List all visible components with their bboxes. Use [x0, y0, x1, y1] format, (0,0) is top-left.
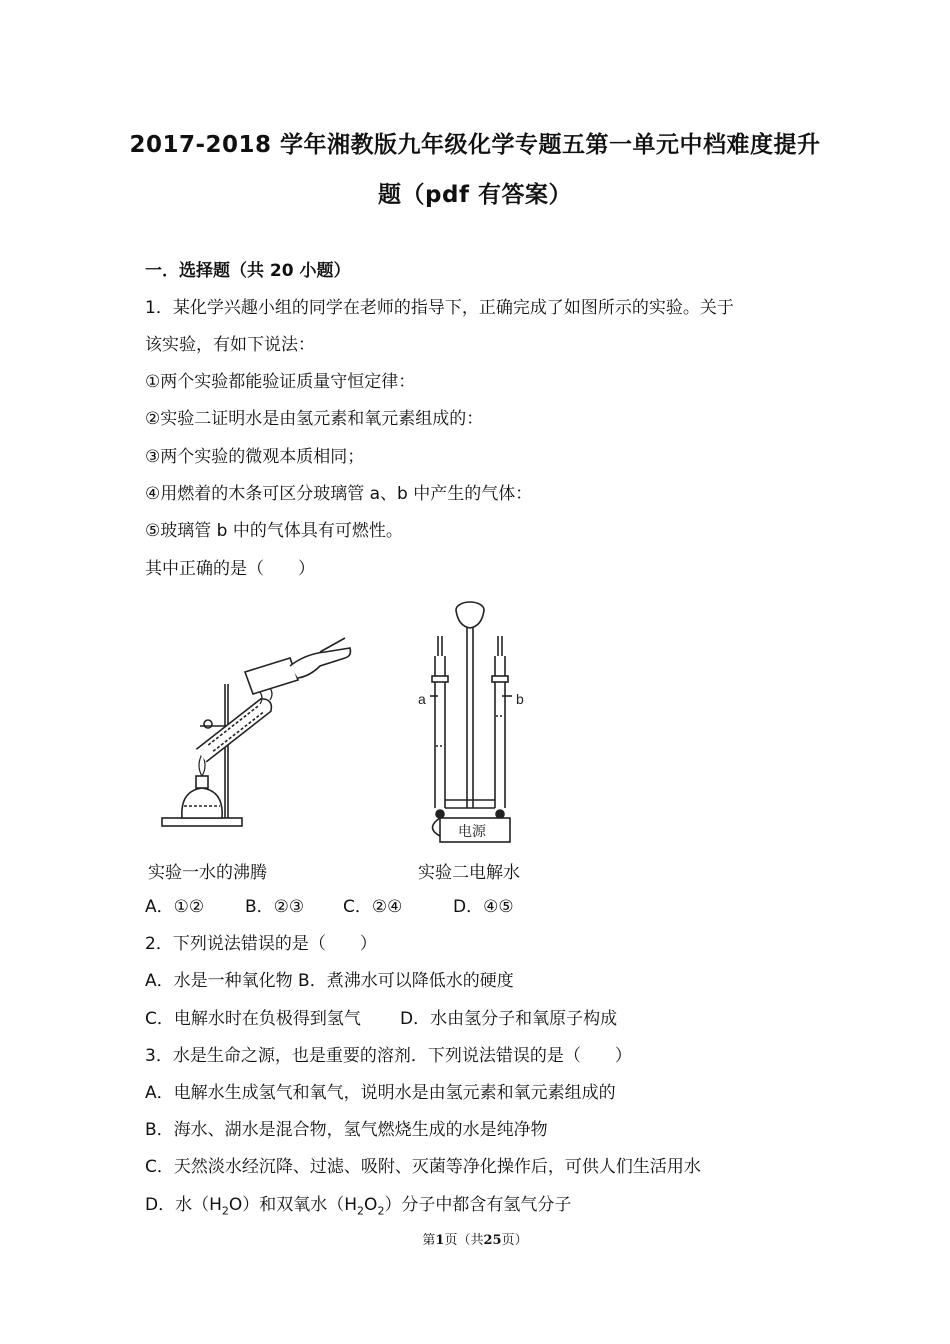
q1-statement-3: ③两个实验的微观本质相同； — [145, 447, 365, 467]
q1-option-d[interactable]: D．④⑤ — [453, 897, 514, 917]
q1-options — [145, 895, 514, 919]
q1-figure — [140, 596, 560, 883]
document-title-line2: 题（pdf 有答案） — [378, 182, 572, 208]
q3-d-text-2: O）和双氧水（H — [228, 1195, 358, 1215]
q2-option-c[interactable]: C．电解水时在负极得到氢气 — [145, 1009, 361, 1029]
q1-question: 其中正确的是（ ） — [145, 559, 315, 579]
footer-middle: 页（共 — [444, 1233, 484, 1248]
q1-option-b[interactable]: B．②③ — [245, 897, 305, 917]
q1-statement-4: ④用燃着的木条可区分玻璃管 a、b 中产生的气体： — [145, 484, 533, 504]
q3-option-a[interactable]: A．电解水生成氢气和氧气，说明水是由氢元素和氧元素组成的 — [145, 1083, 616, 1103]
footer-suffix: 页） — [501, 1233, 528, 1248]
q3-stem: 3．水是生命之源，也是重要的溶剂．下列说法错误的是（ ） — [145, 1046, 632, 1066]
q3-d-sub-2: 2 — [357, 1204, 365, 1218]
section-heading: 一．选择题（共 20 小题） — [145, 261, 351, 281]
experiment-figure-svg — [140, 596, 560, 846]
q3-d-text-3: O — [364, 1195, 378, 1215]
q3-option-d[interactable] — [145, 1193, 571, 1223]
tube-a-label: a — [418, 691, 426, 707]
footer-prefix: 第 — [422, 1233, 436, 1248]
experiment2-drawing — [430, 602, 512, 842]
q1-option-c[interactable]: C．②④ — [343, 897, 403, 917]
tube-b-label: b — [516, 691, 524, 707]
power-source-label: 电源 — [458, 824, 486, 840]
q3-option-c[interactable]: C．天然淡水经沉降、过滤、吸附、灭菌等净化操作后，可供人们生活用水 — [145, 1157, 701, 1177]
q2-options-row2 — [145, 1007, 617, 1031]
q1-option-a[interactable]: A．①② — [145, 897, 205, 917]
q1-stem-line1: 1．某化学兴趣小组的同学在老师的指导下，正确完成了如图所示的实验。关于 — [145, 298, 734, 318]
experiment1-drawing — [162, 638, 350, 826]
q3-d-sub-1: 2 — [221, 1204, 229, 1218]
q2-option-d[interactable]: D．水由氢分子和氧原子构成 — [400, 1009, 618, 1029]
q2-stem: 2．下列说法错误的是（ ） — [145, 934, 377, 954]
q3-d-text-4: ）分子中都含有氢气分子 — [384, 1195, 572, 1215]
experiment1-caption: 实验一水的沸腾 — [148, 863, 267, 883]
q2-options-row1: A．水是一种氧化物 B．煮沸水可以降低水的硬度 — [145, 971, 514, 991]
q3-d-sub-3: 2 — [377, 1204, 385, 1218]
q1-statement-2: ②实验二证明水是由氢元素和氧元素组成的： — [145, 409, 484, 429]
footer-total-pages: 25 — [483, 1233, 502, 1248]
footer-page-number: 1 — [435, 1233, 445, 1248]
document-title-line1: 2017-2018 学年湘教版九年级化学专题五第一单元中档难度提升 — [129, 132, 821, 158]
q1-statement-1: ①两个实验都能验证质量守恒定律： — [145, 372, 416, 392]
q1-stem-line2: 该实验，有如下说法： — [145, 335, 315, 355]
q1-statement-5: ⑤玻璃管 b 中的气体具有可燃性。 — [145, 521, 403, 541]
q3-d-text-1: D．水（H — [145, 1195, 222, 1215]
page-footer — [0, 1229, 950, 1248]
experiment2-caption: 实验二电解水 — [418, 863, 520, 883]
q3-option-b[interactable]: B．海水、湖水是混合物，氢气燃烧生成的水是纯净物 — [145, 1120, 548, 1140]
